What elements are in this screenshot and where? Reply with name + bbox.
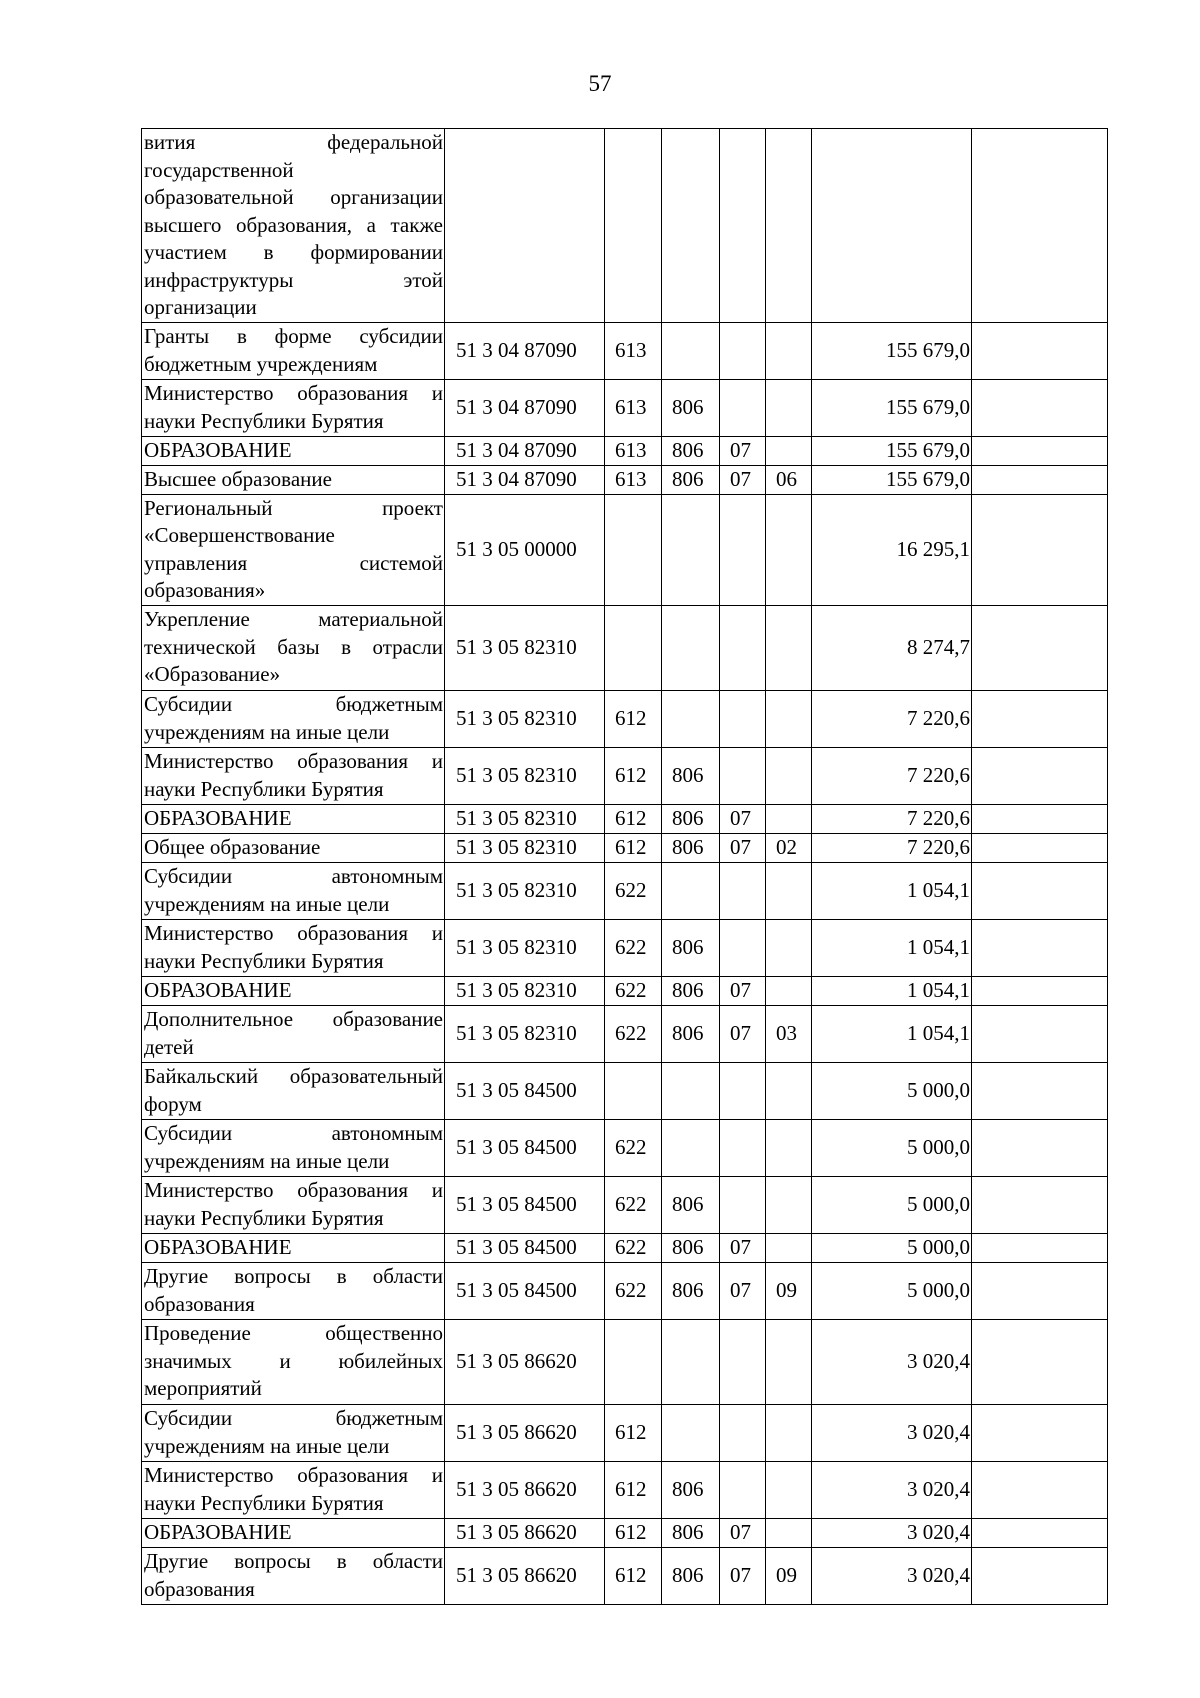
cell-expense-type [605,129,662,323]
cell-expense-type: 622 [605,1176,662,1233]
cell-extra [972,494,1108,605]
table-row [142,605,1108,690]
table-row [142,465,1108,494]
cell-ministry-code: 806 [662,833,720,862]
table-row [142,1461,1108,1518]
cell-target-article: 51 3 05 86620 [445,1518,605,1547]
cell-section [720,1319,766,1404]
cell-name: Министерство образования и науки Республики Бурятия [142,379,445,436]
cell-ministry-code: 806 [662,747,720,804]
cell-amount: 7 220,6 [812,804,972,833]
cell-section [720,862,766,919]
cell-target-article: 51 3 05 84500 [445,1233,605,1262]
cell-expense-type: 622 [605,1119,662,1176]
table-row [142,1518,1108,1547]
table-row [142,833,1108,862]
cell-target-article: 51 3 05 00000 [445,494,605,605]
cell-ministry-code [662,1404,720,1461]
cell-name: вития федеральной государственной образовательной организации высшего образования, а также участием в формировании инфраструктуры этой организации [142,129,445,323]
cell-target-article: 51 3 04 87090 [445,379,605,436]
table-row [142,436,1108,465]
cell-subsection: 09 [766,1547,812,1604]
cell-ministry-code: 806 [662,1547,720,1604]
cell-extra [972,747,1108,804]
cell-amount: 3 020,4 [812,1518,972,1547]
cell-name: Гранты в форме субсидии бюджетным учреждениям [142,322,445,379]
cell-section [720,322,766,379]
table-row [142,1176,1108,1233]
cell-amount: 5 000,0 [812,1262,972,1319]
cell-ministry-code [662,1062,720,1119]
table-row [142,379,1108,436]
cell-name: ОБРАЗОВАНИЕ [142,804,445,833]
cell-section [720,494,766,605]
cell-name: Субсидии автономным учреждениям на иные цели [142,862,445,919]
budget-table [141,128,1108,1605]
cell-section: 07 [720,833,766,862]
cell-extra [972,605,1108,690]
cell-ministry-code: 806 [662,1005,720,1062]
cell-ministry-code: 806 [662,919,720,976]
cell-expense-type: 622 [605,1233,662,1262]
cell-amount: 1 054,1 [812,1005,972,1062]
table-row [142,1319,1108,1404]
cell-extra [972,1404,1108,1461]
cell-extra [972,833,1108,862]
cell-ministry-code [662,605,720,690]
cell-ministry-code [662,690,720,747]
cell-name: Региональный проект «Совершенствование управления системой образования» [142,494,445,605]
cell-subsection: 09 [766,1262,812,1319]
cell-section [720,1404,766,1461]
cell-subsection [766,1319,812,1404]
cell-expense-type: 612 [605,1547,662,1604]
cell-name: ОБРАЗОВАНИЕ [142,976,445,1005]
cell-name: Высшее образование [142,465,445,494]
cell-expense-type: 622 [605,976,662,1005]
cell-name: Субсидии автономным учреждениям на иные цели [142,1119,445,1176]
cell-ministry-code: 806 [662,436,720,465]
cell-subsection [766,379,812,436]
cell-expense-type: 622 [605,862,662,919]
cell-subsection: 06 [766,465,812,494]
cell-target-article: 51 3 05 82310 [445,919,605,976]
cell-name: ОБРАЗОВАНИЕ [142,436,445,465]
cell-target-article: 51 3 05 82310 [445,1005,605,1062]
cell-target-article: 51 3 05 82310 [445,976,605,1005]
cell-amount: 5 000,0 [812,1062,972,1119]
cell-section: 07 [720,1233,766,1262]
cell-name: Министерство образования и науки Республики Бурятия [142,919,445,976]
cell-subsection [766,804,812,833]
cell-subsection [766,747,812,804]
cell-ministry-code [662,1119,720,1176]
cell-amount: 5 000,0 [812,1176,972,1233]
cell-amount: 3 020,4 [812,1547,972,1604]
cell-expense-type: 612 [605,1461,662,1518]
cell-extra [972,1005,1108,1062]
cell-target-article: 51 3 05 86620 [445,1319,605,1404]
cell-amount: 1 054,1 [812,919,972,976]
cell-section [720,747,766,804]
cell-name: Укрепление материальной технической базы в отрасли «Образование» [142,605,445,690]
cell-section [720,129,766,323]
cell-extra [972,804,1108,833]
table-row [142,976,1108,1005]
cell-amount: 1 054,1 [812,862,972,919]
cell-expense-type [605,605,662,690]
cell-expense-type: 612 [605,1404,662,1461]
cell-subsection [766,1233,812,1262]
cell-subsection [766,605,812,690]
cell-target-article: 51 3 05 84500 [445,1262,605,1319]
table-row [142,919,1108,976]
cell-expense-type [605,494,662,605]
cell-section [720,1176,766,1233]
cell-ministry-code: 806 [662,1176,720,1233]
cell-extra [972,1233,1108,1262]
cell-extra [972,976,1108,1005]
cell-amount: 3 020,4 [812,1461,972,1518]
cell-name: Проведение общественно значимых и юбилейных мероприятий [142,1319,445,1404]
cell-ministry-code: 806 [662,1461,720,1518]
cell-ministry-code: 806 [662,1262,720,1319]
cell-section: 07 [720,804,766,833]
cell-extra [972,1319,1108,1404]
cell-section: 07 [720,465,766,494]
cell-name: Байкальский образовательный форум [142,1062,445,1119]
cell-extra [972,379,1108,436]
cell-target-article: 51 3 05 82310 [445,804,605,833]
cell-target-article: 51 3 05 82310 [445,833,605,862]
cell-name: Другие вопросы в области образования [142,1547,445,1604]
table-row [142,1233,1108,1262]
cell-ministry-code [662,494,720,605]
cell-extra [972,1062,1108,1119]
cell-expense-type: 622 [605,1262,662,1319]
cell-subsection [766,1176,812,1233]
cell-amount: 7 220,6 [812,690,972,747]
cell-expense-type: 622 [605,919,662,976]
table-row [142,129,1108,323]
cell-amount: 5 000,0 [812,1233,972,1262]
cell-name: ОБРАЗОВАНИЕ [142,1233,445,1262]
table-row [142,804,1108,833]
cell-target-article: 51 3 05 82310 [445,605,605,690]
cell-target-article: 51 3 05 86620 [445,1547,605,1604]
cell-subsection [766,129,812,323]
cell-extra [972,1461,1108,1518]
cell-subsection [766,690,812,747]
cell-amount: 155 679,0 [812,436,972,465]
cell-amount: 8 274,7 [812,605,972,690]
cell-subsection [766,1461,812,1518]
cell-subsection [766,1062,812,1119]
cell-expense-type: 613 [605,322,662,379]
cell-target-article: 51 3 04 87090 [445,465,605,494]
cell-name: Субсидии бюджетным учреждениям на иные цели [142,1404,445,1461]
cell-subsection: 03 [766,1005,812,1062]
cell-ministry-code: 806 [662,1233,720,1262]
cell-expense-type: 622 [605,1005,662,1062]
cell-target-article: 51 3 05 82310 [445,862,605,919]
cell-section: 07 [720,1005,766,1062]
table-row [142,1119,1108,1176]
cell-target-article: 51 3 05 82310 [445,690,605,747]
cell-target-article: 51 3 05 84500 [445,1119,605,1176]
budget-table-body [142,129,1108,1605]
cell-extra [972,919,1108,976]
cell-name: Министерство образования и науки Республики Бурятия [142,1461,445,1518]
cell-target-article: 51 3 04 87090 [445,436,605,465]
cell-target-article: 51 3 05 86620 [445,1461,605,1518]
cell-subsection [766,862,812,919]
cell-amount: 5 000,0 [812,1119,972,1176]
cell-extra [972,322,1108,379]
table-row [142,862,1108,919]
cell-ministry-code: 806 [662,379,720,436]
table-row [142,1404,1108,1461]
cell-amount: 155 679,0 [812,322,972,379]
cell-name: Министерство образования и науки Республики Бурятия [142,747,445,804]
cell-expense-type: 612 [605,833,662,862]
cell-subsection [766,1404,812,1461]
cell-target-article [445,129,605,323]
cell-target-article: 51 3 05 86620 [445,1404,605,1461]
cell-expense-type: 613 [605,465,662,494]
cell-subsection [766,976,812,1005]
cell-section [720,919,766,976]
table-row [142,1547,1108,1604]
table-row [142,1262,1108,1319]
cell-ministry-code [662,129,720,323]
page-number: 57 [588,71,612,96]
cell-target-article: 51 3 05 84500 [445,1062,605,1119]
cell-ministry-code [662,1319,720,1404]
cell-section [720,1062,766,1119]
cell-expense-type: 612 [605,804,662,833]
cell-extra [972,862,1108,919]
cell-amount: 1 054,1 [812,976,972,1005]
cell-section [720,605,766,690]
cell-ministry-code: 806 [662,1518,720,1547]
cell-subsection [766,322,812,379]
cell-expense-type [605,1319,662,1404]
cell-expense-type: 613 [605,379,662,436]
cell-name: Общее образование [142,833,445,862]
cell-subsection [766,436,812,465]
cell-target-article: 51 3 05 82310 [445,747,605,804]
cell-subsection [766,1518,812,1547]
cell-ministry-code: 806 [662,804,720,833]
cell-extra [972,690,1108,747]
cell-extra [972,129,1108,323]
cell-expense-type: 612 [605,1518,662,1547]
cell-target-article: 51 3 05 84500 [445,1176,605,1233]
cell-amount: 3 020,4 [812,1319,972,1404]
cell-expense-type [605,1062,662,1119]
cell-amount: 7 220,6 [812,833,972,862]
cell-section: 07 [720,1518,766,1547]
cell-extra [972,1119,1108,1176]
cell-subsection [766,494,812,605]
cell-section: 07 [720,1262,766,1319]
cell-expense-type: 613 [605,436,662,465]
table-row [142,747,1108,804]
cell-amount: 7 220,6 [812,747,972,804]
table-row [142,494,1108,605]
cell-name: Субсидии бюджетным учреждениям на иные цели [142,690,445,747]
cell-amount: 155 679,0 [812,465,972,494]
cell-name: Министерство образования и науки Республики Бурятия [142,1176,445,1233]
cell-extra [972,1547,1108,1604]
cell-expense-type: 612 [605,690,662,747]
cell-ministry-code [662,322,720,379]
cell-extra [972,1518,1108,1547]
cell-extra [972,1176,1108,1233]
cell-extra [972,1262,1108,1319]
cell-extra [972,436,1108,465]
cell-section [720,379,766,436]
cell-amount [812,129,972,323]
table-row [142,690,1108,747]
cell-subsection: 02 [766,833,812,862]
cell-amount: 3 020,4 [812,1404,972,1461]
cell-ministry-code: 806 [662,976,720,1005]
cell-section: 07 [720,1547,766,1604]
cell-expense-type: 612 [605,747,662,804]
cell-section: 07 [720,436,766,465]
table-row [142,1062,1108,1119]
cell-name: ОБРАЗОВАНИЕ [142,1518,445,1547]
cell-section: 07 [720,976,766,1005]
cell-subsection [766,919,812,976]
cell-subsection [766,1119,812,1176]
cell-section [720,1461,766,1518]
table-row [142,322,1108,379]
cell-extra [972,465,1108,494]
table-row [142,1005,1108,1062]
cell-amount: 16 295,1 [812,494,972,605]
cell-ministry-code: 806 [662,465,720,494]
cell-target-article: 51 3 04 87090 [445,322,605,379]
cell-ministry-code [662,862,720,919]
cell-section [720,1119,766,1176]
cell-name: Дополнительное образование детей [142,1005,445,1062]
cell-section [720,690,766,747]
cell-name: Другие вопросы в области образования [142,1262,445,1319]
cell-amount: 155 679,0 [812,379,972,436]
